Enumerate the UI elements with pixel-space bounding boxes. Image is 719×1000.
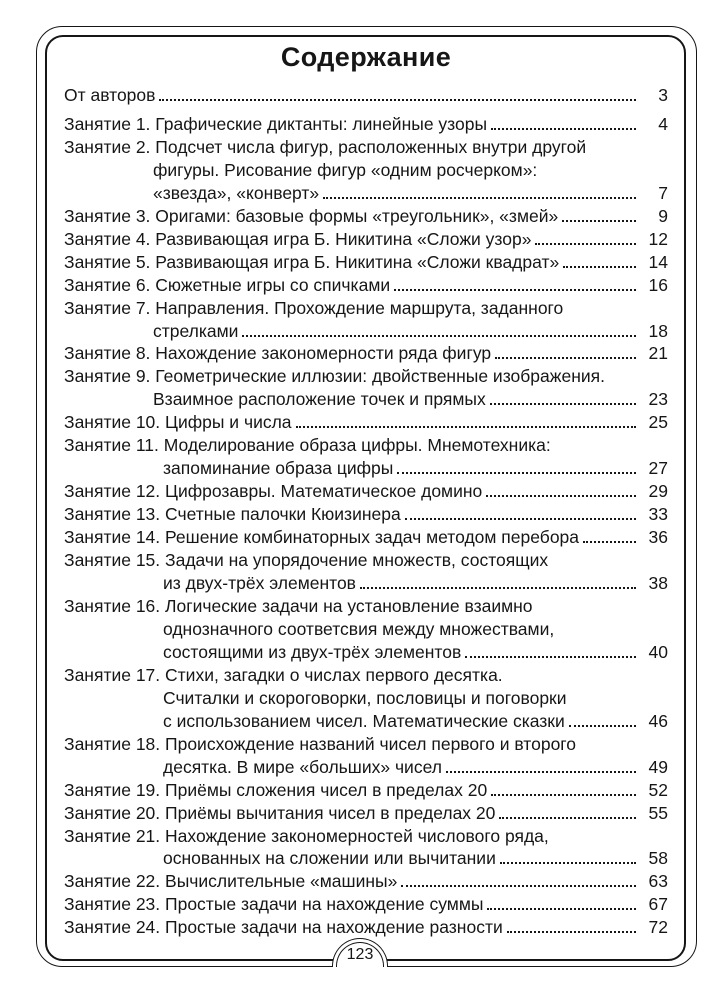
toc-entry xyxy=(64,251,668,274)
toc-line xyxy=(64,297,668,320)
toc-entry-text: Занятие 15. Задачи на упорядочение множеств, состоящих xyxy=(64,550,549,571)
toc-page-number: 55 xyxy=(648,802,668,823)
toc-line xyxy=(64,84,668,107)
leader-dots xyxy=(535,243,636,245)
toc-entry-text: Занятие 6. Сюжетные игры со спичками xyxy=(64,274,391,295)
toc-line xyxy=(64,664,668,687)
toc-line xyxy=(64,779,668,802)
toc-page-number: 52 xyxy=(648,779,668,800)
leader-dots xyxy=(499,817,636,819)
toc-entry xyxy=(64,274,668,297)
toc-entry-text: Занятие 24. Простые задачи на нахождение разности xyxy=(64,917,503,938)
toc-entry-text: стрелками xyxy=(153,320,239,341)
toc-line xyxy=(64,710,668,733)
toc-page-number: 29 xyxy=(648,481,668,502)
toc-entry-text: Занятие 10. Цифры и числа xyxy=(64,412,292,433)
toc-entry xyxy=(64,893,668,916)
toc-entry xyxy=(64,411,668,434)
toc-entry-text: Занятие 19. Приёмы сложения чисел в пределах 20 xyxy=(64,779,488,800)
toc-entry-text: Занятие 12. Цифрозавры. Математическое домино xyxy=(64,481,483,502)
toc-entry-text: фигуры. Рисование фигур «одним росчерком»: xyxy=(153,159,538,180)
toc-line xyxy=(64,893,668,916)
toc-page-number: 67 xyxy=(648,894,668,915)
leader-dots xyxy=(490,403,636,405)
toc-entry xyxy=(64,595,668,664)
toc-page-number: 3 xyxy=(658,85,668,105)
toc-entry-text: Занятие 16. Логические задачи на установление взаимно xyxy=(64,595,533,616)
toc-line xyxy=(64,916,668,939)
leader-dots xyxy=(487,908,636,910)
toc-entry-text: Занятие 23. Простые задачи на нахождение суммы xyxy=(64,894,484,915)
toc-entry-text: Занятие 3. Оригами: базовые формы «треугольник», «змей» xyxy=(64,205,559,226)
toc-entry xyxy=(64,84,668,107)
toc-entry-text: Занятие 11. Моделирование образа цифры. Мнемотехника: xyxy=(64,435,551,456)
toc-line xyxy=(64,320,668,343)
leader-dots xyxy=(401,885,636,887)
toc-line xyxy=(64,641,668,664)
toc-line xyxy=(64,136,668,159)
toc-page-number: 12 xyxy=(648,228,668,249)
toc-content xyxy=(64,42,668,939)
toc-page-number: 27 xyxy=(648,458,668,479)
toc-page-number: 16 xyxy=(648,274,668,295)
toc-entry xyxy=(64,916,668,939)
leader-dots xyxy=(500,862,636,864)
toc-page-number: 36 xyxy=(648,527,668,548)
toc-entry-text: Занятие 13. Счетные палочки Кюизинера xyxy=(64,504,401,525)
toc-entry-text: с использованием чисел. Математические сказки xyxy=(163,710,565,731)
toc-entry-text: Занятие 7. Направления. Прохождение маршрута, заданного xyxy=(64,297,564,318)
toc-line xyxy=(64,756,668,779)
toc-entry xyxy=(64,664,668,733)
toc-entry xyxy=(64,870,668,893)
toc-entry-text: Занятие 14. Решение комбинаторных задач методом перебора xyxy=(64,527,580,548)
toc-page-number: 38 xyxy=(648,573,668,594)
leader-dots xyxy=(394,289,636,291)
toc-entry xyxy=(64,549,668,595)
toc-page-number: 46 xyxy=(648,710,668,731)
leader-dots xyxy=(486,495,636,497)
toc-entry-text: из двух-трёх элементов xyxy=(163,573,356,594)
toc-line xyxy=(64,870,668,893)
toc-entry-text: однозначного соответсвия между множествами, xyxy=(163,618,555,639)
toc-page-number: 21 xyxy=(648,343,668,364)
leader-dots xyxy=(242,335,636,337)
toc-entry-text: От авторов xyxy=(64,85,156,105)
toc-entry xyxy=(64,526,668,549)
toc-line xyxy=(64,595,668,618)
toc-entry-text: запоминание образа цифры xyxy=(163,458,394,479)
toc-line xyxy=(64,434,668,457)
toc-entry-text: «звезда», «конверт» xyxy=(153,182,320,203)
toc-line xyxy=(64,526,668,549)
toc-line xyxy=(64,802,668,825)
toc-page-number: 9 xyxy=(658,205,668,226)
toc-entry-text: Занятие 8. Нахождение закономерности ряда фигур xyxy=(64,343,492,364)
toc-page-number: 23 xyxy=(648,389,668,410)
toc-entry xyxy=(64,228,668,251)
toc-page-number: 33 xyxy=(648,504,668,525)
toc-entry xyxy=(64,113,668,136)
page-number: 123 xyxy=(346,946,374,963)
toc-line xyxy=(64,825,668,848)
toc-line xyxy=(64,549,668,572)
leader-dots xyxy=(491,128,636,130)
toc-line xyxy=(64,274,668,297)
toc-entry-text: Занятие 17. Стихи, загадки о числах первого десятка. xyxy=(64,664,503,685)
toc-page-number: 4 xyxy=(658,113,668,134)
toc-entry xyxy=(64,365,668,411)
toc-page-number: 25 xyxy=(648,412,668,433)
toc-entry-text: Занятие 18. Происхождение названий чисел первого и второго xyxy=(64,733,577,754)
toc-entry xyxy=(64,434,668,480)
toc-entry-text: основанных на сложении или вычитании xyxy=(163,848,496,869)
toc-entry-text: Занятие 1. Графические диктанты: линейные узоры xyxy=(64,113,488,134)
toc-entry-text: Занятие 21. Нахождение закономерностей числового ряда, xyxy=(64,825,549,846)
toc-page-number: 40 xyxy=(648,641,668,662)
leader-dots xyxy=(397,472,636,474)
toc-line xyxy=(64,228,668,251)
page-title: Содержание xyxy=(280,42,452,72)
toc-entry-text: Занятие 9. Геометрические иллюзии: двойственные изображения. xyxy=(64,366,605,387)
toc-entry xyxy=(64,733,668,779)
toc-line xyxy=(64,182,668,205)
toc-entry-text: Взаимное расположение точек и прямых xyxy=(153,389,486,410)
leader-dots xyxy=(563,266,636,268)
toc-entry xyxy=(64,503,668,526)
leader-dots xyxy=(465,656,636,658)
toc-page-number: 49 xyxy=(648,756,668,777)
toc-page-number: 14 xyxy=(648,251,668,272)
toc-line xyxy=(64,388,668,411)
toc-entry-text: Занятие 5. Развивающая игра Б. Никитина «Сложи квадрат» xyxy=(64,251,560,272)
toc-line xyxy=(64,687,668,710)
leader-dots xyxy=(405,518,636,520)
toc-entry-text: Занятие 2. Подсчет числа фигур, расположенных внутри другой xyxy=(64,136,587,157)
toc-entry xyxy=(64,297,668,343)
toc-page-number: 72 xyxy=(648,917,668,938)
leader-dots xyxy=(495,357,636,359)
toc-line xyxy=(64,457,668,480)
toc-line xyxy=(64,251,668,274)
toc-entry-text: Занятие 20. Приёмы вычитания чисел в пределах 20 xyxy=(64,802,496,823)
toc-line xyxy=(64,411,668,434)
toc-page-number: 63 xyxy=(648,871,668,892)
toc-line xyxy=(64,159,668,182)
toc-line xyxy=(64,480,668,503)
toc-page-number: 58 xyxy=(648,848,668,869)
leader-dots xyxy=(323,197,636,199)
toc-line xyxy=(64,205,668,228)
toc-line xyxy=(64,365,668,388)
leader-dots xyxy=(583,541,636,543)
toc-page-number: 7 xyxy=(658,182,668,203)
toc-entry xyxy=(64,136,668,205)
toc-entries xyxy=(64,84,668,939)
toc-line xyxy=(64,342,668,365)
toc-entry xyxy=(64,802,668,825)
toc-entry-text: Занятие 22. Вычислительные «машины» xyxy=(64,871,398,892)
toc-line xyxy=(64,733,668,756)
toc-line xyxy=(64,572,668,595)
leader-dots xyxy=(507,931,636,933)
leader-dots xyxy=(491,794,636,796)
toc-entry-text: Считалки и скороговорки, пословицы и поговорки xyxy=(163,687,567,708)
leader-dots xyxy=(446,771,636,773)
toc-entry xyxy=(64,480,668,503)
leader-dots xyxy=(159,99,636,101)
toc-line xyxy=(64,618,668,641)
leader-dots xyxy=(296,426,636,428)
toc-line xyxy=(64,113,668,136)
toc-entry xyxy=(64,779,668,802)
toc-line xyxy=(64,847,668,870)
leader-dots xyxy=(360,587,636,589)
toc-line xyxy=(64,503,668,526)
toc-entry xyxy=(64,205,668,228)
toc-entry-text: Занятие 4. Развивающая игра Б. Никитина «Сложи узор» xyxy=(64,228,532,249)
toc-entry-text: состоящими из двух-трёх элементов xyxy=(163,641,462,662)
toc-entry-text: десятка. В мире «больших» чисел xyxy=(163,756,442,777)
toc-entry xyxy=(64,342,668,365)
toc-page-number: 18 xyxy=(648,320,668,341)
leader-dots xyxy=(562,220,636,222)
leader-dots xyxy=(569,725,636,727)
toc-entry xyxy=(64,825,668,871)
